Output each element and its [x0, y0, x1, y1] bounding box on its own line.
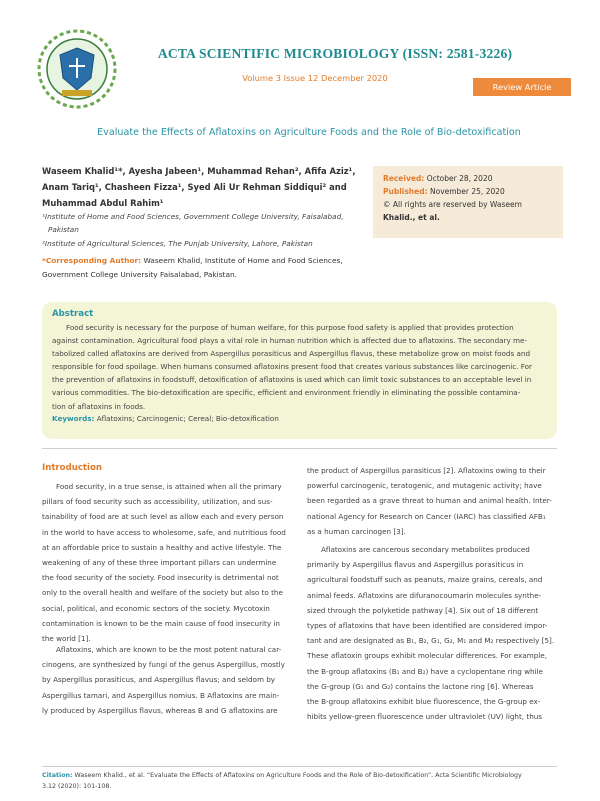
text-line: at an affordable price to sustain a healthy and active lifestyle. The [42, 542, 282, 552]
text-line: responsible for food spoilage. When humans consumed aflatoxins present food that creates various substances like carcinogenic. For [52, 362, 532, 372]
keywords [52, 414, 547, 423]
corresponding-author [42, 254, 362, 281]
citation-text: 3.12 (2020): 101-108. [42, 782, 112, 790]
corresponding-text: Waseem Khalid, Institute of Home and Food Sciences, [141, 256, 343, 265]
corresponding-text: Government College University Faisalabad, Pakistan. [42, 269, 238, 279]
text-line: agricultural foodstuff such as peanuts, maize grains, cereals, and [307, 575, 543, 585]
received-label: Received: [383, 174, 425, 183]
text-line: Aspergillus tamari, and Aspergillus nomius. B Aflatoxins are main- [42, 690, 280, 700]
author-line: Anam Tariq¹, Chasheen Fizza¹, Syed Ali Ur Rehman Siddiqui² and [42, 182, 347, 192]
intro-left-column [42, 479, 294, 646]
published-date: November 25, 2020 [427, 187, 505, 196]
intro-left-column-2 [42, 642, 294, 718]
text-line: hibits yellow-green fluorescence under ultraviolet (UV) light, thus [307, 712, 543, 722]
affiliation-line: ¹Institute of Home and Food Sciences, Government College University, Faisalabad, [42, 212, 344, 221]
text-line: sized through the polyketide pathway [4]. Six out of 18 different [307, 605, 539, 615]
text-line: been regarded as a grave threat to human and animal health. Inter- [307, 496, 552, 506]
intro-right-column [307, 463, 559, 539]
affiliation-1 [42, 211, 362, 236]
copyright-line: © All rights are reserved by Waseem [383, 200, 522, 209]
received-date: October 28, 2020 [424, 174, 493, 183]
text-line: types of aflatoxins that have been identified are considered impor- [307, 621, 548, 631]
text-line: contamination is known to be the main cause of food insecurity in [42, 618, 280, 628]
text-line: only to the overall health and welfare of the society but also to the [42, 588, 283, 598]
citation-text: Waseem Khalid., et al. “Evaluate the Effects of Aflatoxins on Agriculture Foods and the Role of Bio-detoxification”. Acta Scientific Microbiology [72, 772, 522, 779]
keywords-text: Aflatoxins; Carcinogenic; Cereal; Bio-detoxification [94, 413, 279, 423]
text-line: tainability of food are at such level as allow each and every person [42, 512, 284, 522]
text-line: tant and are designated as B₁, B₂, G₁, G₂, M₁ and M₂ respectively [5]. [307, 636, 555, 646]
text-line: the food security of the society. Food insecurity is detrimental not [42, 573, 279, 583]
text-line: Aflatoxins are cancerous secondary metabolites produced [321, 545, 530, 554]
article-type-badge: Review Article [473, 78, 571, 96]
author-line: Waseem Khalid¹*, Ayesha Jabeen¹, Muhammad Rehan², Afifa Aziz¹, [42, 166, 356, 176]
text-line: pillars of food security such as accessibility, utilization, and sus- [42, 497, 273, 507]
text-line: primarily by Aspergillus flavus and Aspergillus porasiticus in [307, 560, 524, 570]
author-list [42, 163, 362, 211]
text-line: Food security, in a true sense, is attained when all the primary [56, 482, 282, 491]
divider [42, 448, 557, 449]
abstract-box [42, 302, 557, 439]
affiliation-2: ²Institute of Agricultural Sciences, The Punjab University, Lahore, Pakistan [42, 239, 313, 248]
footer-divider [42, 766, 557, 767]
keywords-label: Keywords: [52, 413, 95, 423]
text-line: Food security is necessary for the purpose of human welfare, for this purpose food safety is applied that provides protection [66, 323, 514, 332]
text-line: the G-group (G₁ and G₂) contains the lactone ring [6]. Whereas [307, 681, 534, 691]
text-line: Aflatoxins, which are known to be the most potent natural car- [56, 645, 282, 654]
text-line: the product of Aspergillus parasiticus [2]. Aflatoxins owing to their [307, 466, 546, 475]
corresponding-label: *Corresponding Author: [42, 256, 142, 265]
text-line: ly produced by Aspergillus flavus, whereas B and G aflatoxins are [42, 705, 278, 715]
affiliation-line: Pakistan [48, 224, 79, 234]
dates-box [373, 166, 563, 238]
article-title: Evaluate the Effects of Aflatoxins on Agriculture Foods and the Role of Bio-detoxification [97, 127, 521, 138]
text-line: tabolized called aflatoxins are derived from Aspergillus porasiticus and Aspergillus flavus, these metabolize grow on moist foods and [52, 349, 531, 359]
text-line: tion of aflatoxins in foods. [52, 401, 146, 411]
text-line: powerful carcinogenic, teratogenic, and mutagenic activity; have [307, 481, 542, 491]
text-line: as a human carcinogen [3]. [307, 526, 406, 536]
text-line: the B-group aflatoxins (B₁ and B₂) have a cyclopentane ring while [307, 666, 543, 676]
text-line: social, political, and economic sectors of the society. Mycotoxin [42, 603, 270, 613]
laurel-shield-logo-icon [36, 28, 118, 110]
abstract-heading: Abstract [52, 309, 94, 319]
text-line: weakening of any of these three important pillars can undermine [42, 558, 277, 568]
introduction-heading: Introduction [42, 463, 103, 473]
intro-right-column-2 [307, 542, 559, 724]
author-line: Muhammad Abdul Rahim¹ [42, 198, 164, 208]
published-label: Published: [383, 187, 428, 196]
journal-title: ACTA SCIENTIFIC MICROBIOLOGY (ISSN: 2581-3226) [157, 46, 513, 61]
abstract-body [52, 321, 547, 413]
text-line: the prevention of aflatoxins in foodstuff, detoxification of aflatoxins is used which can limit toxic substances to an acceptable level in [52, 375, 532, 385]
text-line: the world [1]. [42, 634, 91, 644]
citation-label: Citation: [42, 772, 73, 779]
citation-footer [42, 771, 562, 792]
text-line: in the world to have access to wholesome, safe, and nutritious food [42, 527, 286, 537]
text-line: the B-group aflatoxins exhibit blue fluorescence, the G-group ex- [307, 697, 541, 707]
text-line: animal feeds. Aflatoxins are difuranocoumarin molecules synthe- [307, 590, 542, 600]
issue-info: Volume 3 Issue 12 December 2020 [242, 73, 388, 83]
text-line: cinogens, are synthesized by fungi of the genus Aspergillus, mostly [42, 660, 285, 670]
text-line: national Agency for Research on Cancer (IARC) has classified AFB₁ [307, 511, 546, 521]
text-line: These aflatoxin groups exhibit molecular differences. For example, [307, 651, 548, 661]
text-line: various commodities. The bio-detoxification are specific, efficient and environment friendly in eliminating the possible contamina- [52, 388, 521, 398]
text-line: against contamination. Agricultural food plays a vital role in human nutrition which is affected due to aflatoxins. The secondary me- [52, 336, 528, 346]
copyright-line: Khalid., et al. [383, 213, 440, 222]
text-line: by Aspergillus porasiticus, and Aspergillus flavus; and seldom by [42, 675, 276, 685]
